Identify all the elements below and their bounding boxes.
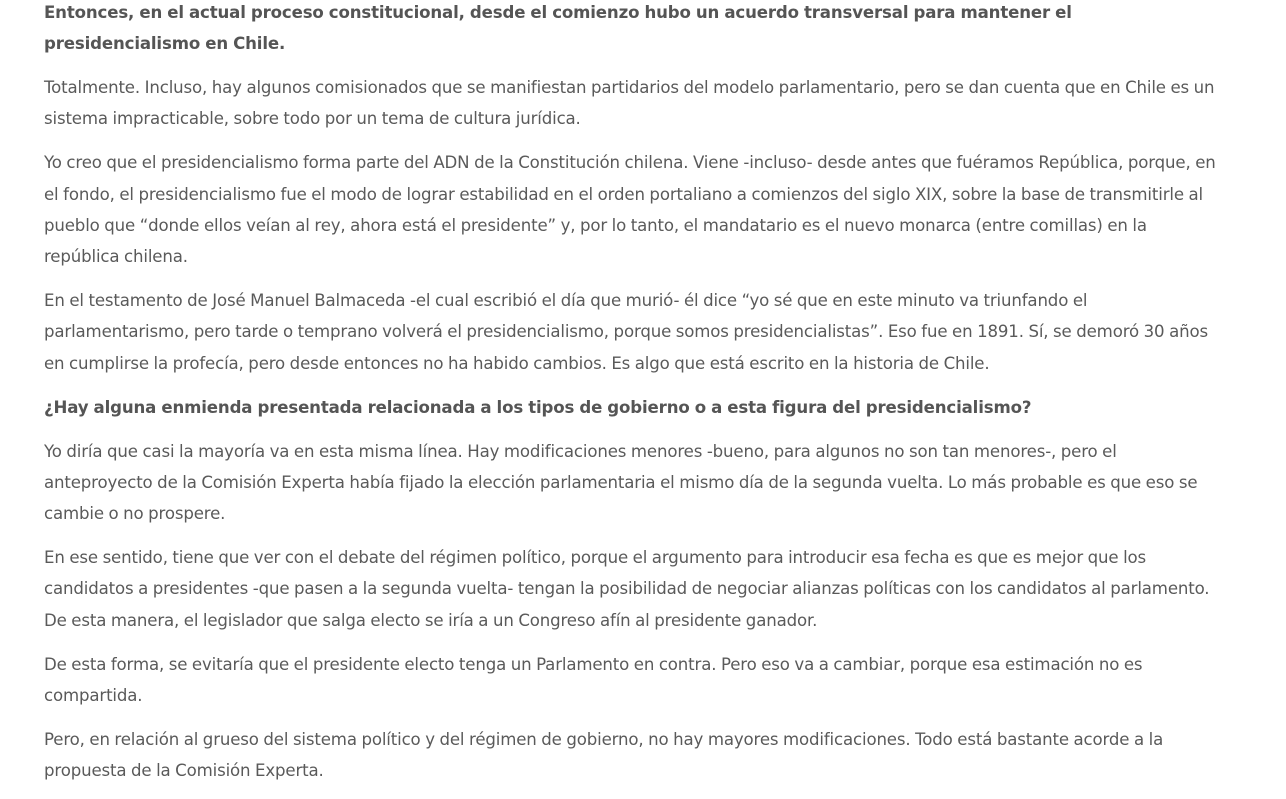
interview-answer: Totalmente. Incluso, hay algunos comisionados que se manifiestan partidarios del modelo parlamentario, pero se dan cuenta que en Chile es un sistema impracticable, sobre todo por un tema de cultura jurídica. [44,78,1215,129]
interview-answer: De esta forma, se evitaría que el presidente electo tenga un Parlamento en contra. Pero eso va a cambiar, porque esa estimación no es compartida. [44,654,1143,705]
interview-answer: Yo diría que casi la mayoría va en esta misma línea. Hay modificaciones menores -bueno, para algunos no son tan menores-, pero el anteproyecto de la Comisión Experta había fijado la elección parlamentaria el mismo día de la segunda vuelta. Lo más probable es que eso se cambie o no prospere. [44,441,1198,524]
article-body [44,0,1226,799]
interview-answer: En el testamento de José Manuel Balmaceda -el cual escribió el día que murió- él dice “yo sé que en este minuto va triunfando el parlamentarismo, pero tarde o temprano volverá el presidencialismo, porque somos presidencialistas”. Eso fue en 1891. Sí, se demoró 30 años en cumplirse la profecía, pero desde entonces no ha habido cambios. Es algo que está escrito en la historia de Chile. [44,291,1208,373]
interview-question: Entonces, en el actual proceso constitucional, desde el comienzo hubo un acuerdo transversal para mantener el presidencialismo en Chile. [44,3,1072,54]
interview-question: ¿Hay alguna enmienda presentada relacionada a los tipos de gobierno o a esta figura del presidencialismo? [44,397,1032,417]
interview-answer: En ese sentido, tiene que ver con el debate del régimen político, porque el argumento para introducir esa fecha es que es mejor que los candidatos a presidentes -que pasen a la segunda vuelta- tengan la posibilidad de negociar alianzas políticas con los candidatos al parlamento. De esta manera, el legislador que salga electo se iría a un Congreso afín al presidente ganador. [44,548,1210,630]
interview-answer: Yo creo que el presidencialismo forma parte del ADN de la Constitución chilena. Viene -incluso- desde antes que fuéramos República, porque, en el fondo, el presidencialismo fue el modo de lograr estabilidad en el orden portaliano a comienzos del siglo XIX, sobre la base de transmitirle al pueblo que “donde ellos veían al rey, ahora está el presidente” y, por lo tanto, el mandatario es el nuevo monarca (entre comillas) en la república chilena. [44,153,1216,267]
interview-answer: Pero, en relación al grueso del sistema político y del régimen de gobierno, no hay mayores modificaciones. Todo está bastante acorde a la propuesta de la Comisión Experta. [44,729,1164,780]
